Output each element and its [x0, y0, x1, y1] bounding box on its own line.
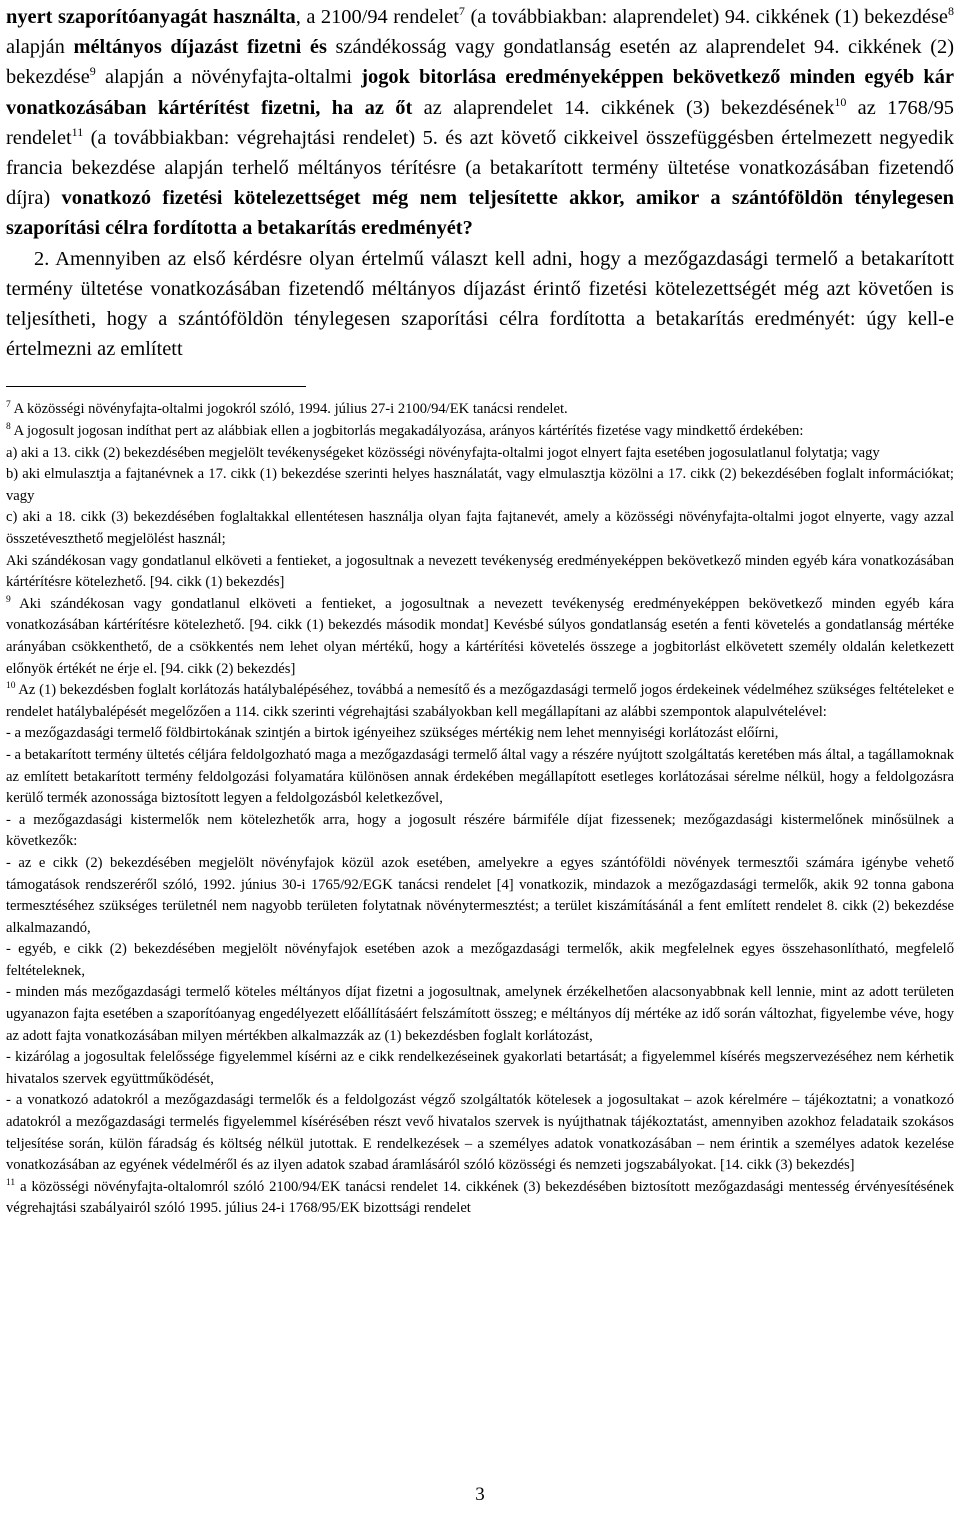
- footnote-10-line: [6, 853, 954, 939]
- question-1-paragraph: [6, 2, 954, 244]
- main-text: [6, 2, 954, 364]
- footnote-10: [6, 680, 954, 723]
- footnote-text: - a betakarított termény ültetés céljára feldolgozható maga a mezőgazdasági termelő által vagy a részére nyújtott szolgáltatás keretében más által, a tagállamoknak az említett betakarított termény feldolgozási folyamatára különösen annak érdekében megállapított esetleges korlátozásai sérelme nélkül, hogy a feldolgozásra kerülő termék azonossága biztosított legyen a feldolgozásból keletkezővel,: [6, 746, 954, 807]
- footnote-8: [6, 421, 954, 443]
- footnote-text: a) aki a 13. cikk (2) bekezdésében megjelölt tevékenységeket közösségi növényfajta-oltalmi jogot elnyert fajta esetében jogosulatlanul folytatja; vagy: [6, 444, 880, 461]
- footnote-number: 8: [6, 422, 11, 433]
- page-number: 3: [475, 1484, 485, 1505]
- footnote-text: Aki szándékosan vagy gondatlanul elköveti a fentieket, a jogosultnak a nevezett tevékenység eredményeképpen bekövetkező minden egyéb kára vonatkozásában kártérítésre kötelezhető. [94. cikk (1) bekezdés második mondat] Kevésbé súlyos gondatlanság esetén a fenti követelés a gondatlanság mértéke arányában csökkenthető, de a csökkentés nem lehet olyan mértékű, hogy a kártérítési követelés összege a jogbitorlást elkövetett személy oldalán keletkezett előnyök értékét ne érje el. [94. cikk (2) bekezdés]: [6, 595, 954, 677]
- footnote-text: - a mezőgazdasági termelő földbirtokának szintjén a birtok igényeihez szükséges mértékig nem lehet mennyiségi korlátozást előírni,: [6, 725, 779, 742]
- footnote-reference: 8: [947, 4, 954, 18]
- footnote-reference: 10: [834, 94, 847, 109]
- footnote-text: A közösségi növényfajta-oltalmi jogokról szóló, 1994. július 27-i 2100/94/EK tanácsi rendelet.: [13, 401, 568, 418]
- footnote-text: - a mezőgazdasági kistermelők nem kötelezhetők arra, hogy a jogosult részére bármiféle díjat fizessenek; mezőgazdasági kistermelőnek minősülnek a következők:: [6, 811, 954, 850]
- footnote-8-line: [6, 443, 954, 465]
- footnote-reference: 11: [71, 124, 84, 139]
- footnote-10-line: [6, 1047, 954, 1090]
- footnote-10-line: [6, 810, 954, 853]
- footnote-10-line: [6, 745, 954, 810]
- text-run: alapján a növényfajta-oltalmi: [95, 66, 362, 89]
- footnote-number: 7: [6, 400, 11, 411]
- footnote-number: 11: [6, 1177, 16, 1188]
- footnote-text: a közösségi növényfajta-oltalomról szóló 2100/94/EK tanácsi rendelet 14. cikkének (3) bekezdésében biztosított mezőgazdasági mentesség érvényesítésének végrehajtási szabályairól szóló 1995. július 24-i 1768/95/EK bizottsági rendelet: [6, 1178, 954, 1217]
- footnote-text: Aki szándékosan vagy gondatlanul elköveti a fentieket, a jogosultnak a nevezett tevékenység eredményeképpen bekövetkező minden egyéb kára vonatkozásában kártérítésre kötelezhető. [94. cikk (1) bekezdés]: [6, 552, 954, 591]
- text-run: (a továbbiakban: végrehajtási rendelet) 5. és azt követő cikkeivel összefüggésben értelmezett negyedik francia bekezdése alapján terhelő méltányos térítésre (a betakarított termény ültetése vonatkozásában fizetendő díjra): [6, 126, 954, 210]
- footnotes: [6, 399, 954, 1220]
- text-run: alapján: [6, 36, 74, 59]
- text-run: az alaprendelet 14. cikkének (3) bekezdésének: [412, 96, 835, 119]
- footnote-9: [6, 594, 954, 680]
- footnote-number: 10: [6, 681, 16, 692]
- footnote-number: 9: [6, 594, 11, 605]
- footnote-8-line: [6, 507, 954, 550]
- footnote-8-line: [6, 551, 954, 594]
- footnote-10-line: [6, 939, 954, 982]
- question-2-paragraph: 2. Amennyiben az első kérdésre olyan értelmű választ kell adni, hogy a mezőgazdasági termelő a betakarított termény ültetése vonatkozásában fizetendő méltányos díjazást érintő fizetési kötelezettségét még azt követően is teljesítheti, hogy a szántóföldön ténylegesen szaporítási célra fordította a betakarítás eredményét: úgy kell-e értelmezni az említett: [6, 247, 954, 361]
- bold-text-run: jogok bitorlása eredményeképpen bekövetkező minden egyéb kár vonatkozásában kártérítést fizetni, ha az őt: [6, 66, 955, 119]
- footnote-reference: 7: [458, 4, 465, 18]
- footnote-text: - minden más mezőgazdasági termelő köteles méltányos díjat fizetni a jogosultnak, amelynek érzékelhetően alacsonyabbnak kell lennie, mint az adott területen ugyanazon fajta esetében a szaporítóanyag engedélyezett előállításáért felszámított összeg; e méltányos díj mértéke az idő során változhat, figyelembe véve, hogy az adott fajta vonatkozásában milyen mértékben alkalmazzák az (1) bekezdésben foglalt korlátozást,: [6, 984, 954, 1044]
- footnote-reference: 9: [89, 64, 96, 79]
- footnote-text: - egyéb, e cikk (2) bekezdésében megjelölt növényfajok esetében azok a mezőgazdasági termelők, akik megfelelnek egyes összehasonlítható, megfelelő feltételeknek,: [6, 941, 954, 979]
- footnote-text: - kizárólag a jogosultak felelőssége figyelemmel kísérni az e cikk rendelkezéseinek gyakorlati betartását; a figyelemmel kísérés megszervezéséhez nem kérhetik hivatalos szervek együttműködését,: [6, 1049, 954, 1087]
- footnote-text: Az (1) bekezdésben foglalt korlátozás hatálybalépéséhez, továbbá a nemesítő és a mezőgazdasági termelő jogos érdekeinek védelméhez szükséges feltételeket e rendelet hatálybalépését megelőzően a 114. cikk szerinti végrehajtási szabályokban kell megállapítani az alábbi szempontok alapulvételével:: [6, 682, 954, 720]
- footnote-text: - az e cikk (2) bekezdésében megjelölt növényfajok közül azok esetében, amelyekre a egyes szántóföldi növények termesztői számára igénybe vehető támogatások rendszeréről szóló, 1992. június 30-i 1765/92/EGK tanácsi rendelet [4] vonatkozik, mindazok a mezőgazdasági termelők, akik 92 tonna gabona termesztéséhez szükséges területnél nem nagyobb területen folytatnak növénytermesztést; a terület kiszámításánál a fent említett rendelet 8. cikk (2) bekezdése alkalmazandó,: [6, 854, 954, 936]
- text-run: szándékosság vagy gondatlanság esetén az alaprendelet 94. cikkének (2) bekezdése: [6, 36, 954, 89]
- footnote-10-line: [6, 1090, 954, 1176]
- footnote-text: - a vonatkozó adatokról a mezőgazdasági termelők és a feldolgozást végző szolgáltatók kötelesek a jogosultakat – azok kérelmére – tájékoztatni; a vonatkozó adatokról a mezőgazdasági termelés figyelemmel kísérésében részt vevő hivatalos szervek is nyújthatnak tájékoztatást, amennyiben azokhoz feladataik szokásos teljesítése során, külön fáradság és költség nélkül jutottak. E rendelkezések – a személyes adatok vonatkozásában – nem érintik a személyes adatok kezelése vonatkozásában az egyének védelméről és az ilyen adatok szabad áramlásáról szóló közösségi és nemzeti jogszabályokat. [14. cikk (3) bekezdés]: [6, 1092, 954, 1174]
- bold-text-run: méltányos díjazást fizetni és: [73, 36, 327, 59]
- bold-text-run: vonatkozó fizetési kötelezettséget még nem teljesítette akkor, amikor a szántóföldön ténylegesen szaporítási célra fordította a betakarítás eredményét?: [6, 187, 954, 240]
- footnote-7: [6, 399, 954, 421]
- footnote-text: c) aki a 18. cikk (3) bekezdésében foglaltakkal ellentétesen használja olyan fajta fajtanevét, amely a közösségi növényfajta-oltalmi jogot elnyerte, vagy azzal összetéveszthető megjelölést használ;: [6, 509, 954, 547]
- footnote-separator: [6, 386, 306, 387]
- text-run: (a továbbiakban: alaprendelet) 94. cikkének (1) bekezdése: [464, 6, 948, 28]
- footnote-11: [6, 1177, 954, 1220]
- footnote-text: b) aki elmulasztja a fajtanévnek a 17. cikk (1) bekezdése szerinti helyes használatát, vagy elmulasztja közölni a 17. cikk (2) bekezdésében foglalt információkat; vagy: [6, 466, 954, 504]
- text-run: az 1768/95 rendelet: [6, 96, 954, 149]
- footnote-10-line: [6, 723, 954, 745]
- footnote-10-line: [6, 982, 954, 1047]
- bold-text-run: nyert szaporítóanyagát használta: [6, 6, 296, 28]
- footnote-text: A jogosult jogosan indíthat pert az alábbiak ellen a jogbitorlás megakadályozása, arányos kártérítés fizetése vagy mindkettő érdekében:: [13, 423, 804, 440]
- footnote-8-line: [6, 464, 954, 507]
- text-run: , a 2100/94 rendelet: [295, 6, 459, 28]
